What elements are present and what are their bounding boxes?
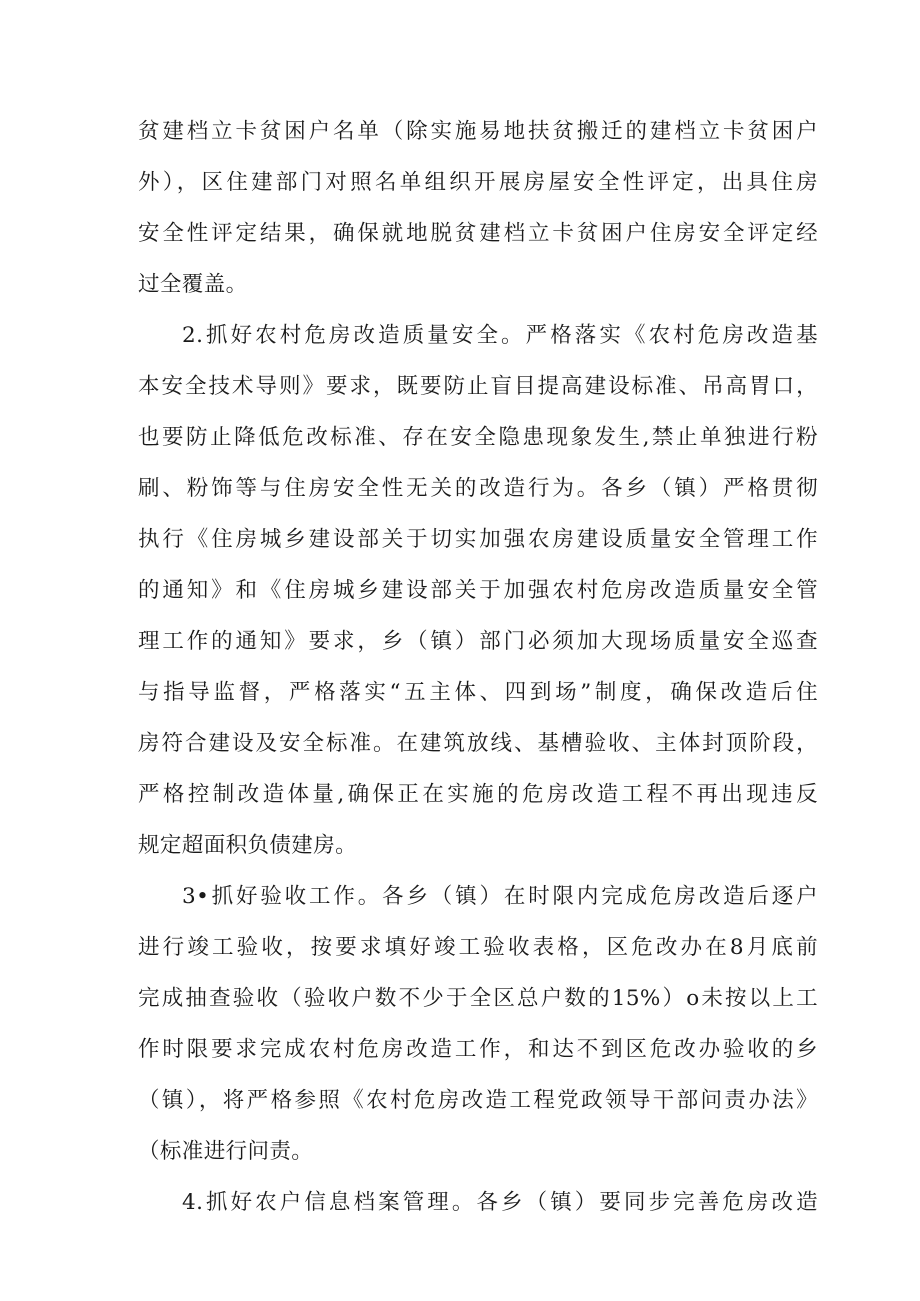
text-line: 规定超面积负债建房。 (138, 833, 358, 858)
text-line: 与指导监督，严格落实“五主体、四到场”制度，确保改造后住 (138, 680, 818, 705)
text-line: 的通知》和《住房城乡建设部关于加强农村危房改造质量安全管 (138, 578, 818, 603)
text-line: 完成抽查验收（验收户数不少于全区总户数的15%）o未按以上工 (138, 986, 818, 1011)
text-line: 本安全技术导则》要求，既要防止盲目提高建设标准、吊高胃口， (138, 374, 818, 399)
text-line: 贫建档立卡贫困户名单（除实施易地扶贫搬迁的建档立卡贫困户 (138, 119, 818, 144)
text-line: 外），区住建部门对照名单组织开展房屋安全性评定，出具住房 (138, 170, 818, 195)
text-line: 严格控制改造体量,确保正在实施的危房改造工程不再出现违反 (138, 782, 818, 807)
text-line: （镇），将严格参照《农村危房改造工程党政领导干部问责办法》 (138, 1088, 818, 1113)
text-line: 执行《住房城乡建设部关于切实加强农房建设质量安全管理工作 (138, 527, 818, 552)
text-line: 进行竣工验收，按要求填好竣工验收表格，区危改办在8月底前 (138, 935, 818, 960)
text-line: 理工作的通知》要求，乡（镇）部门必须加大现场质量安全巡查 (138, 629, 818, 654)
text-line: 3•抓好验收工作。各乡（镇）在时限内完成危房改造后逐户 (182, 884, 818, 909)
text-line: （标准进行问责。 (138, 1139, 314, 1164)
text-line: 刷、粉饰等与住房安全性无关的改造行为。各乡（镇）严格贯彻 (138, 476, 818, 501)
text-line: 2.抓好农村危房改造质量安全。严格落实《农村危房改造基 (182, 323, 818, 348)
text-line: 也要防止降低危改标准、存在安全隐患现象发生,禁止单独进行粉 (138, 425, 818, 450)
text-line: 4.抓好农户信息档案管理。各乡（镇）要同步完善危房改造 (182, 1190, 818, 1215)
text-line: 过全覆盖。 (138, 272, 248, 297)
text-line: 安全性评定结果，确保就地脱贫建档立卡贫困户住房安全评定经 (138, 221, 818, 246)
text-line: 作时限要求完成农村危房改造工作，和达不到区危改办验收的乡 (138, 1037, 818, 1062)
text-line: 房符合建设及安全标准。在建筑放线、基槽验收、主体封顶阶段， (138, 731, 818, 756)
